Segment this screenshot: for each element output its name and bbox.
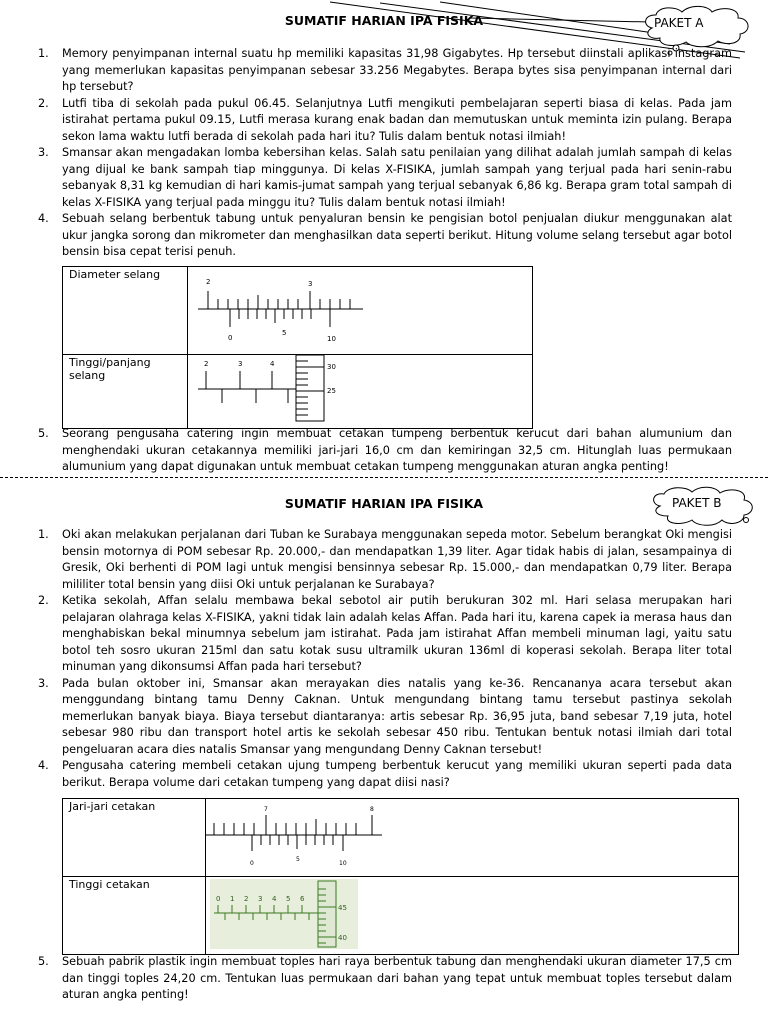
question-item: 3. Pada bulan oktober ini, Smansar akan merayakan dies natalis yang ke-36. Rencananya acara tersebut akan menggundang bintang tamu Denny Caknan. Untuk mengundang bintang tamu tersebut pastinya sekolah memerlukan banyak biaya. Biaya tersebut diantaranya: artis sebesar Rp. 36,95 juta, band sebesar 7,19 juta, hotel sebesar 980 ribu dan transport hotel artis ke sekolah sebesar 450 ribu. Tentukan bentuk notasi ilmiah dari total pengeluaran acara dies natalis Smansar yang mengundang Denny Caknan tersebut!	[38, 676, 732, 756]
thimble-label: 30	[327, 363, 336, 371]
sleeve-label: 2	[244, 895, 249, 903]
micrometer-cell	[188, 355, 533, 429]
vernier-scale-label: 5	[296, 856, 300, 863]
thimble-label: 45	[338, 904, 347, 912]
table-label-cell	[63, 877, 206, 955]
sleeve-label: 1	[230, 895, 235, 903]
main-scale-label: 2	[206, 278, 211, 286]
vernier-ticks	[230, 309, 330, 327]
height-label: Tinggi cetakan	[69, 878, 150, 891]
diameter-label: Diameter selang	[69, 268, 161, 281]
radius-label: Jari-jari cetakan	[69, 800, 156, 813]
table-label-cell	[63, 355, 188, 429]
main-scale-label: 7	[264, 806, 268, 813]
micrometer-scale-a	[188, 355, 528, 425]
question-item: 2. Lutfi tiba di sekolah pada pukul 06.45. Selanjutnya Lutfi mengikuti pembelajaran seperti biasa di kelas. Pada jam istirahat pertama pukul 09.15, Lutfi merasa kurang enak badan dan memutuskan untuk meminta izin pulang. Berapa sekon lama waktu lutfi berada di sekolah pada hari itu? Tulis dalam bentuk notasi ilmiah!	[38, 96, 732, 143]
length-label: Tinggi/panjang selang	[69, 356, 151, 382]
paket-b-title: SUMATIF HARIAN IPA FISIKA	[284, 496, 484, 511]
section-divider	[0, 477, 768, 478]
sleeve-label: 3	[238, 360, 243, 368]
paket-b-questions	[38, 527, 732, 791]
main-scale-label: 8	[370, 806, 374, 813]
thimble	[296, 355, 324, 421]
paket-b-question-5	[38, 954, 732, 1004]
vernier-scale-label: 0	[250, 860, 254, 867]
table-label-cell	[63, 267, 188, 355]
sleeve-label: 3	[258, 895, 263, 903]
sleeve-label: 4	[270, 360, 275, 368]
paket-a-title: SUMATIF HARIAN IPA FISIKA	[284, 13, 484, 28]
main-scale-ticks	[208, 291, 350, 309]
sleeve-label: 0	[216, 895, 221, 903]
sleeve-label: 4	[272, 895, 277, 903]
micrometer-cell	[206, 877, 739, 955]
caliper-cell	[188, 267, 533, 355]
sleeve-label: 2	[204, 360, 209, 368]
vernier-scale-label: 5	[282, 329, 287, 337]
micrometer-scale-b	[210, 879, 370, 951]
question-item: 3. Smansar akan mengadakan lomba kebersihan kelas. Salah satu penilaian yang dilihat adalah jumlah sampah di kelas yang dijual ke bank sampah tiap minggunya. Di kelas X-FISIKA, jumlah sampah yang terjual pada hari senin-rabu sebanyak 8,31 kg kemudian di hari kamis-jumat sampah yang terjual sebanyak 6,86 kg. Berapa gram total sampah di kelas X-FISIKA yang terjual pada minggu itu? Tulis dalam bentuk notasi ilmiah!	[38, 146, 732, 209]
vernier-scale-label: 10	[327, 335, 336, 343]
question-item: 4. Sebuah selang berbentuk tabung untuk penyaluran bensin ke pengisian botol penjualan diukur menggunakan alat ukur jangka sorong dan mikrometer dan menghasilkan data seperti berikut. Hitung volume selang tersebut agar botol bensin bisa cepat terisi penuh.	[38, 212, 732, 258]
paket-a-questions	[38, 46, 732, 261]
vernier-scale-label: 0	[228, 334, 233, 342]
paket-a-badge: PAKET A	[654, 16, 704, 30]
caliper-cell	[206, 799, 739, 877]
question-item: 1. Memory penyimpanan internal suatu hp memiliki kapasitas 31,98 Gigabytes. Hp tersebut diinstali aplikasi instagram yang memerlukan kapasitas penyimpanan sebesar 33.256 Megabytes. Berapa bytes sisa penyimpanan internal dari hp tersebut?	[38, 47, 732, 93]
paket-b-measure-table	[62, 798, 739, 955]
question-item: 5. Sebuah pabrik plastik ingin membuat toples hari raya berbentuk tabung dan menghendaki ukuran diameter 17,5 cm dan tinggi toples 24,20 cm. Tentukan luas permukaan dari bahan yang tepat untuk membuat toples tersebut dalam aturan angka penting!	[38, 955, 732, 1001]
question-item: 1. Oki akan melakukan perjalanan dari Tuban ke Surabaya menggunakan sepeda motor. Sebelum berangkat Oki mengisi bensin motornya di POM sebesar Rp. 20.000,- dan mendapatkan 1,39 liter. Agar tidak habis di jalan, sesampainya di Gresik, Oki berhenti di POM lagi untuk mengisi bensinnya sebesar Rp. 15.000,- dan mendapatkan 0,79 liter. Berapa mililiter total bensin yang diisi Oki untuk perjalanan ke Surabaya?	[38, 528, 732, 591]
sleeve-ticks	[206, 371, 288, 403]
question-item: 4. Pengusaha catering membeli cetakan ujung tumpeng berbentuk kerucut yang memiliki ukuran seperti pada data berikut. Berapa volume dari cetakan tumpeng yang dapat diisi nasi?	[38, 759, 732, 789]
vernier-ticks	[252, 835, 343, 851]
main-scale-label: 3	[308, 280, 313, 288]
paket-b-badge: PAKET B	[672, 496, 722, 510]
sleeve-label: 6	[300, 895, 305, 903]
question-item: 2. Ketika sekolah, Affan selalu membawa bekal sebotol air putih berukuran 302 ml. Hari selasa merupakan hari pelajaran olahraga kelas X-FISIKA, yakni tidak lain adalah kelas Affan. Pada hari itu, karena capek ia merasa haus dan menghabiskan bekal minumnya sebelum jam istirahat. Pada jam istirahat Affan membeli minuman lagi, yaitu satu botol teh sosro ukuran 215ml dan satu kotak susu ultramilk ukuran 136ml di koperasi sekolah. Berapa liter total minuman yang dikonsumsi Affan pada hari tersebut?	[38, 594, 732, 673]
paket-a-question-5	[38, 426, 732, 476]
main-scale-ticks	[214, 815, 372, 835]
table-label-cell	[63, 799, 206, 877]
vernier-scale-label: 10	[339, 860, 347, 867]
caliper-scale-b	[206, 799, 406, 873]
sleeve-label: 5	[286, 895, 291, 903]
thimble-label: 40	[338, 934, 347, 942]
caliper-scale-a	[188, 267, 528, 351]
question-item: 5. Seorang pengusaha catering ingin membuat cetakan tumpeng berbentuk kerucut dari bahan alumunium dan menghendaki ukuran cetakannya memiliki jari-jari 16,0 cm dan kemiringan 32,5 cm. Hitunglah luas permukaan alumunium yang dapat digunakan untuk membuat cetakan tumpeng menggunakan aturan angka penting!	[38, 427, 732, 473]
thimble-label: 25	[327, 387, 336, 395]
paket-a-measure-table	[62, 266, 533, 429]
